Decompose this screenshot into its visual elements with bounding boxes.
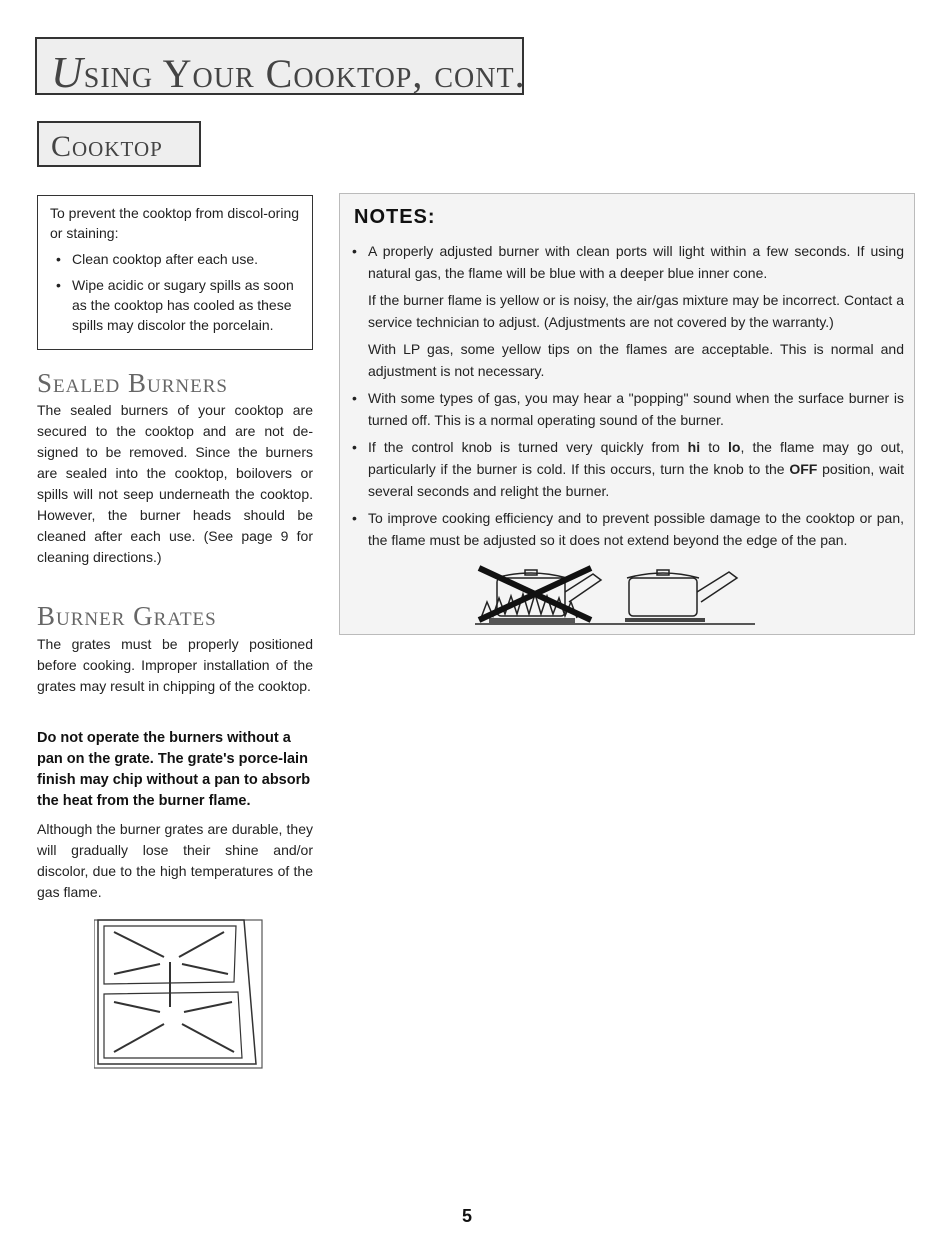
- setting-hi: hi: [687, 439, 701, 455]
- pan-flame-illustration: [475, 564, 765, 626]
- note-item: • If the control knob is turned very quickly from hi to lo, the flame may go out, particularly if the burner is cold. If this occurs, turn the knob to the OFF position, wait several seconds and relight the burner.: [350, 436, 904, 502]
- burner-grates-heading: Burner Grates: [37, 601, 217, 631]
- tip-item: • Wipe acidic or sugary spills as soon as the cooktop has cooled as these spills may discolor the porcelain.: [50, 275, 302, 335]
- tip-list: [50, 249, 302, 335]
- notes-box: [339, 193, 915, 635]
- sealed-burners-heading: Sealed Burners: [37, 368, 228, 398]
- incorrect-flame-pan-icon: [479, 568, 601, 623]
- section-title-box: [37, 121, 201, 167]
- note-paragraph: With LP gas, some yellow tips on the flames are acceptable. This is normal and adjustment is not necessary.: [368, 341, 904, 379]
- tip-intro: To prevent the cooktop from discol-oring or staining:: [50, 205, 300, 241]
- burner-grates-body-2: Although the burner grates are durable, they will gradually lose their shine and/or discolor, due to the high temperatures of the gas flame.: [37, 821, 313, 900]
- note-item: • To improve cooking efficiency and to prevent possible damage to the cooktop or pan, the flame must be adjusted so it does not extend beyond the edge of the pan.: [350, 507, 904, 551]
- page-title: [51, 47, 526, 98]
- burner-grates-warning: Do not operate the burners without a pan on the grate. The grate's porce-lain finish may chip without a pan to absorb the heat from the burner flame.: [37, 730, 311, 809]
- setting-off: OFF: [789, 461, 818, 477]
- title-rest: sing Your Cooktop, cont.: [83, 51, 526, 96]
- note-item: • A properly adjusted burner with clean ports will light within a few seconds. If using natural gas, the flame will be blue with a deeper blue inner cone.: [350, 240, 904, 284]
- tip-item: • Clean cooktop after each use.: [50, 249, 302, 269]
- notes-list: [350, 240, 904, 556]
- burner-grate-illustration: [94, 912, 264, 1070]
- section-title: Cooktop: [51, 130, 163, 163]
- tip-box: [37, 195, 313, 350]
- setting-lo: lo: [728, 439, 741, 455]
- page-number: 5: [462, 1206, 473, 1226]
- page-title-box: [35, 37, 524, 95]
- sealed-burners-body: The sealed burners of your cooktop are secured to the cooktop and are not de-signed to be removed. Since the burners are sealed into the cooktop, boilovers or spills will not seep underneath the cooktop. However, the burner heads should be cleaned after each use. (See page 9 for cleaning directions.): [37, 402, 313, 565]
- burner-grates-body: The grates must be properly positioned before cooking. Improper installation of the grates may result in chipping of the cooktop.: [37, 636, 313, 694]
- notes-title: NOTES:: [354, 206, 436, 228]
- note-item: • With some types of gas, you may hear a "popping" sound when the surface burner is turned off. This is a normal operating sound of the burner.: [350, 387, 904, 431]
- title-initial: U: [51, 48, 84, 97]
- note-paragraph: If the burner flame is yellow or is noisy, the air/gas mixture may be incorrect. Contact a service technician to adjust. (Adjustments are not covered by the warranty.): [368, 292, 904, 330]
